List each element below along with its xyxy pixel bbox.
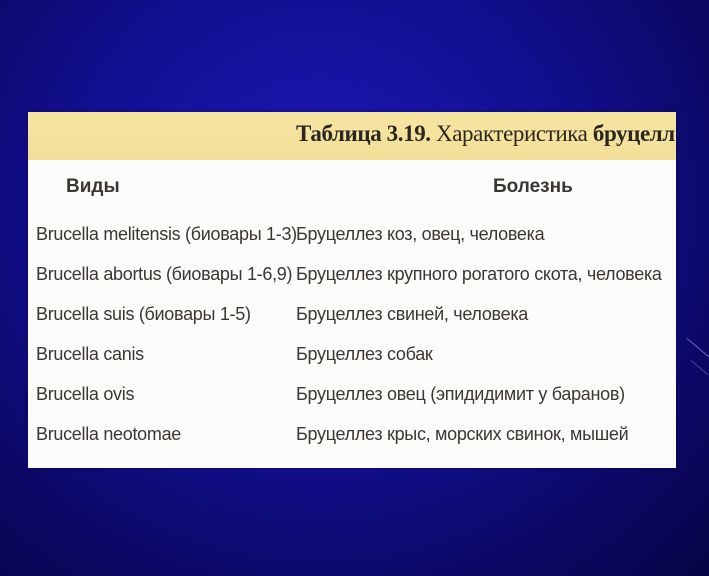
disease-cell: Бруцеллез коз, овец, человека — [296, 224, 545, 244]
table-row — [28, 336, 676, 376]
table-row — [28, 216, 676, 256]
table-caption-bar — [28, 112, 676, 160]
table-row — [28, 416, 676, 456]
disease-cell: Бруцеллез крупного рогатого скота, человека — [296, 264, 662, 284]
disease-cell: Бруцеллез свиней, человека — [296, 304, 529, 324]
caption-bold-word: бруцелл — [592, 121, 675, 146]
decorative-line — [687, 338, 709, 358]
decorative-line — [691, 360, 708, 375]
disease-cell: Бруцеллез крыс, морских свинок, мышей — [296, 424, 629, 444]
table-row — [28, 256, 676, 296]
disease-cell: Бруцеллез овец (эпидидимит у баранов) — [296, 384, 625, 404]
table-row — [28, 376, 676, 416]
species-cell: Brucella suis (биовары 1-5) — [36, 304, 251, 324]
table-header-row — [28, 168, 676, 208]
species-cell: Brucella abortus (биовары 1-6,9) — [36, 264, 293, 284]
species-cell: Brucella melitensis (биовары 1-3) — [36, 224, 297, 244]
caption-title: Характеристика — [436, 121, 588, 146]
column-header-disease: Болезнь — [493, 176, 573, 197]
brucella-table — [28, 112, 676, 468]
species-cell: Brucella neotomae — [36, 424, 181, 444]
table-caption — [296, 121, 675, 147]
column-header-species: Виды — [66, 176, 120, 197]
species-cell: Brucella ovis — [36, 384, 135, 404]
table-row — [28, 296, 676, 336]
caption-number: Таблица 3.19. — [296, 121, 431, 146]
disease-cell: Бруцеллез собак — [296, 344, 433, 364]
species-cell: Brucella canis — [36, 344, 144, 364]
